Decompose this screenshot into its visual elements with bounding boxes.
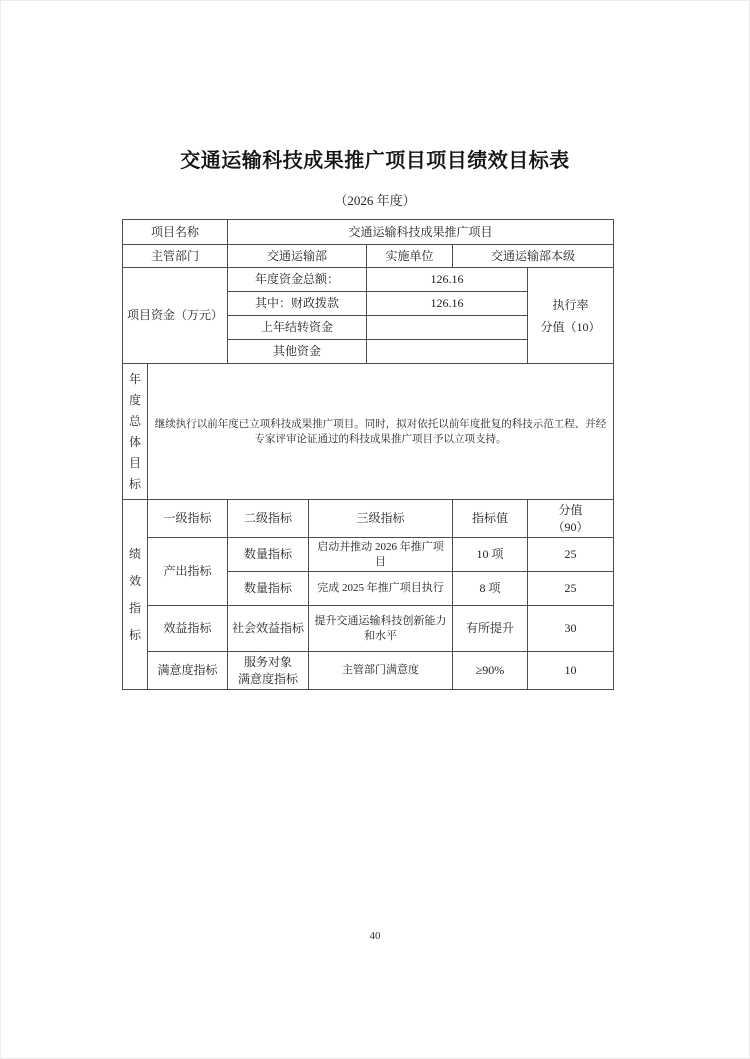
funding-total-value: 126.16	[367, 268, 528, 292]
header-level2: 二级指标	[228, 500, 309, 538]
satisfaction-value: ≥90%	[453, 652, 528, 690]
table-row	[123, 364, 614, 500]
satisfaction-level1: 满意度指标	[148, 652, 228, 690]
header-score-line1: 分值	[558, 502, 583, 517]
funding-other-label: 其他资金	[228, 340, 367, 364]
output-row1-score: 25	[528, 538, 614, 572]
dept-value: 交通运输部	[228, 245, 367, 268]
funding-fiscal-value: 126.16	[367, 292, 528, 316]
satisfaction-level3: 主管部门满意度	[309, 652, 453, 690]
page-title: 交通运输科技成果推广项目项目绩效目标表	[180, 150, 570, 172]
table-row	[123, 652, 614, 690]
table-row	[123, 500, 614, 538]
table-row	[123, 606, 614, 652]
execution-rate-line1: 执行率	[552, 297, 589, 312]
table-row	[123, 245, 614, 268]
performance-label-cell	[123, 500, 148, 690]
satisfaction-score: 10	[528, 652, 614, 690]
header-level1: 一级指标	[148, 500, 228, 538]
table-row	[123, 538, 614, 572]
funding-label: 项目资金（万元）	[123, 268, 228, 364]
page-subtitle: （2026 年度）	[334, 193, 416, 208]
dept-label: 主管部门	[123, 245, 228, 268]
output-row1-value: 10 项	[453, 538, 528, 572]
performance-label: 绩效指标	[128, 546, 141, 642]
output-level1: 产出指标	[148, 538, 228, 606]
project-name-label: 项目名称	[123, 220, 228, 245]
header-value: 指标值	[453, 500, 528, 538]
header-score-line2: （90）	[552, 519, 589, 534]
benefit-score: 30	[528, 606, 614, 652]
satisfaction-level2-line2: 满意度指标	[238, 671, 299, 686]
table-row	[123, 220, 614, 245]
funding-carryover-value	[367, 316, 528, 340]
performance-target-table	[122, 219, 614, 690]
impl-unit-value: 交通运输部本级	[453, 245, 614, 268]
benefit-level2: 社会效益指标	[228, 606, 309, 652]
output-row2-score: 25	[528, 572, 614, 606]
execution-rate-line2: 分值（10）	[540, 319, 601, 334]
page-number: 40	[369, 930, 381, 942]
funding-total-label: 年度资金总额：	[228, 268, 367, 292]
header-score-cell	[528, 500, 614, 538]
output-row1-level3: 启动并推动 2026 年推广项目	[309, 538, 453, 572]
header-level3: 三级指标	[309, 500, 453, 538]
impl-unit-label: 实施单位	[367, 245, 453, 268]
project-name-value: 交通运输科技成果推广项目	[228, 220, 614, 245]
satisfaction-level2-line1: 服务对象	[244, 654, 293, 669]
execution-rate-score-cell	[528, 268, 614, 364]
benefit-level1: 效益指标	[148, 606, 228, 652]
output-row2-level2: 数量指标	[228, 572, 309, 606]
annual-goal-label-cell	[123, 364, 148, 500]
annual-goal-text: 继续执行以前年度已立项科技成果推广项目。同时，拟对依托以前年度批复的科技示范工程、并经专家评审论证通过的科技成果推广项目予以立项支持。	[148, 364, 614, 500]
satisfaction-level2-cell	[228, 652, 309, 690]
benefit-level3: 提升交通运输科技创新能力和水平	[309, 606, 453, 652]
table-row	[123, 268, 614, 292]
output-row1-level2: 数量指标	[228, 538, 309, 572]
funding-fiscal-label: 其中：财政拨款	[228, 292, 367, 316]
benefit-value: 有所提升	[453, 606, 528, 652]
output-row2-level3: 完成 2025 年推广项目执行	[309, 572, 453, 606]
annual-goal-label: 年度总体目标	[128, 371, 141, 491]
funding-other-value	[367, 340, 528, 364]
funding-carryover-label: 上年结转资金	[228, 316, 367, 340]
output-row2-value: 8 项	[453, 572, 528, 606]
